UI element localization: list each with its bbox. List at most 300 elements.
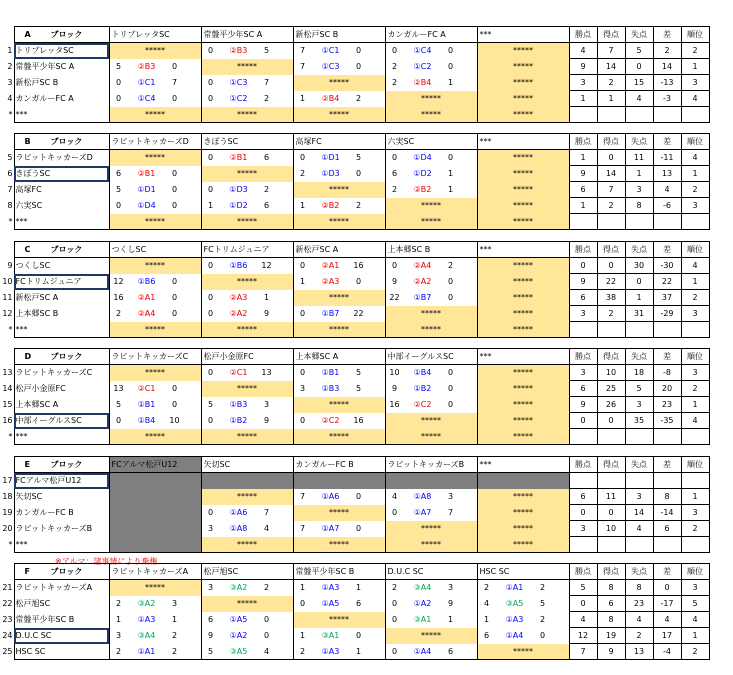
stat-value: 3 [681, 505, 709, 521]
self-match-cell: ***** [201, 322, 293, 338]
match-result [201, 505, 293, 521]
score-against: 4 [263, 524, 270, 533]
match-result [293, 274, 385, 290]
round-code: ②C2 [413, 400, 432, 409]
self-match-cell: ***** [293, 322, 385, 338]
score-for: 12 [113, 277, 124, 286]
score-for: 5 [115, 400, 122, 409]
score-against: 7 [171, 78, 178, 87]
match-result [293, 59, 385, 75]
match-result [477, 612, 569, 628]
round-code: ③A5 [229, 646, 248, 656]
score-against: 0 [355, 277, 362, 286]
score-for: 0 [115, 78, 122, 87]
score-for: 2 [299, 169, 306, 178]
self-match-cell: ***** [477, 59, 569, 75]
table-row [0, 644, 731, 660]
stat-header: 得点 [597, 349, 625, 365]
table-row [0, 413, 731, 429]
opponent-header: きぼうSC [201, 134, 293, 150]
match-result [385, 381, 477, 397]
row-number: * [8, 540, 13, 549]
score-for: 9 [391, 384, 398, 393]
score-for: 1 [483, 615, 490, 624]
match-result [201, 43, 293, 59]
self-match-cell: ***** [477, 521, 569, 537]
stat-value: 4 [653, 182, 681, 198]
score-against: 1 [171, 615, 178, 624]
score-for: 4 [483, 599, 490, 608]
score-against: 0 [447, 293, 454, 302]
stat-value: -29 [653, 306, 681, 322]
score-against: 6 [263, 201, 270, 210]
self-match-cell: ***** [477, 397, 569, 413]
self-match-cell: ***** [109, 580, 201, 596]
round-code: ③A1 [321, 631, 340, 640]
round-code: ①B7 [413, 293, 432, 302]
score-for: 0 [299, 309, 306, 318]
self-match-cell: ***** [109, 107, 201, 123]
row-number [0, 27, 14, 43]
round-code: ②A2 [229, 309, 248, 318]
row-number: 23 [2, 615, 13, 624]
stat-value: 2 [681, 290, 709, 306]
round-code: ①D4 [137, 201, 156, 210]
score-for: 0 [391, 46, 398, 56]
round-code: ②A4 [137, 309, 156, 318]
stat-value: 13 [625, 644, 653, 660]
stat-value: 0 [653, 580, 681, 596]
match-result [385, 505, 477, 521]
stat-header: 勝点 [569, 564, 597, 580]
match-result [385, 166, 477, 182]
team-name[interactable]: FCトリムジュニア [14, 274, 109, 290]
stat-value [597, 537, 625, 553]
stat-value: 14 [597, 59, 625, 75]
stat-header: 勝点 [569, 457, 597, 473]
score-against: 16 [353, 261, 364, 271]
team-name[interactable]: 松戸旭SC [14, 596, 109, 612]
stat-header: 差 [653, 27, 681, 43]
row-number: 24 [2, 631, 13, 640]
score-against: 0 [447, 384, 454, 393]
stat-value: 2 [681, 43, 709, 59]
round-code: ①C4 [413, 46, 432, 56]
stat-header: 得点 [597, 457, 625, 473]
score-for: 3 [207, 524, 214, 533]
team-name[interactable]: 上本郷SC A [14, 397, 109, 413]
score-for: 0 [207, 261, 214, 271]
match-result [293, 150, 385, 166]
stat-value: 15 [625, 75, 653, 91]
stat-value [681, 214, 709, 230]
match-result [201, 644, 293, 660]
stat-value [569, 322, 597, 338]
stat-header: 勝点 [569, 349, 597, 365]
score-for: 0 [299, 599, 306, 608]
self-match-cell: ***** [385, 628, 477, 644]
round-code: ①A3 [505, 615, 524, 624]
score-against: 0 [263, 615, 270, 624]
score-for: 1 [299, 277, 306, 286]
block-letter: D [24, 352, 32, 361]
stat-value: 14 [653, 59, 681, 75]
stat-value: -14 [653, 505, 681, 521]
round-code: ①A3 [137, 615, 156, 624]
team-name[interactable]: 六実SC [14, 198, 109, 214]
team-name[interactable]: トリプレッタSC [14, 43, 109, 59]
stat-value [625, 473, 653, 489]
match-result [109, 59, 201, 75]
opponent-header: ラビットキッカーズB [385, 457, 477, 473]
stat-value: 23 [625, 596, 653, 612]
score-for: 0 [391, 615, 398, 624]
score-against: 7 [263, 78, 270, 87]
team-name[interactable]: 常盤平少年SC A [14, 59, 109, 75]
self-match-cell: ***** [109, 429, 201, 445]
stat-value: 4 [681, 91, 709, 107]
stat-value: 3 [569, 521, 597, 537]
team-name[interactable]: *** [14, 322, 109, 338]
team-name[interactable]: 上本郷SC B [14, 306, 109, 322]
round-code: ①D4 [413, 153, 432, 163]
team-name[interactable]: 松戸小金原FC [14, 381, 109, 397]
match-result [385, 274, 477, 290]
stat-value: 0 [625, 274, 653, 290]
score-for: 2 [115, 646, 122, 656]
self-match-cell: ***** [109, 322, 201, 338]
score-for: 3 [207, 583, 214, 593]
opponent-header: 高塚FC [293, 134, 385, 150]
team-name[interactable]: きぼうSC [14, 166, 109, 182]
score-against: 2 [263, 185, 270, 194]
score-for: 0 [207, 94, 214, 103]
score-for: 9 [207, 631, 214, 640]
self-match-cell: ***** [201, 274, 293, 290]
score-against: 2 [355, 94, 362, 103]
stat-value [625, 322, 653, 338]
row-number: 13 [2, 368, 13, 377]
score-against: 0 [171, 277, 178, 286]
score-for: 1 [115, 615, 122, 624]
self-match-cell: ***** [201, 381, 293, 397]
block-word: ブロック [50, 352, 83, 361]
round-code: ②B4 [413, 78, 432, 87]
stat-value: 22 [597, 274, 625, 290]
round-code: ②A1 [137, 293, 156, 302]
round-code: ①B3 [321, 384, 340, 393]
row-number: 19 [2, 508, 13, 517]
score-against: 0 [355, 46, 362, 56]
row-number: 18 [2, 492, 13, 501]
stat-value: 10 [597, 365, 625, 381]
score-for: 0 [207, 309, 214, 318]
stat-value: 3 [625, 489, 653, 505]
stat-value: 1 [597, 91, 625, 107]
team-name[interactable]: カンガルーFC A [14, 91, 109, 107]
score-against: 0 [171, 309, 178, 318]
team-name[interactable]: 新松戸SC B [14, 75, 109, 91]
score-against: 2 [447, 261, 454, 271]
score-for: 7 [299, 524, 306, 533]
block-label [14, 27, 109, 43]
stat-value: 9 [569, 166, 597, 182]
table-row [0, 198, 731, 214]
score-against: 2 [355, 201, 362, 210]
stat-header: 得点 [597, 242, 625, 258]
self-match-cell: ***** [385, 413, 477, 429]
match-result [109, 274, 201, 290]
stat-value: 6 [569, 489, 597, 505]
row-number: 20 [2, 524, 13, 533]
score-against: 1 [355, 583, 362, 593]
team-name[interactable]: *** [14, 214, 109, 230]
score-against: 0 [447, 400, 454, 409]
self-match-cell: ***** [477, 290, 569, 306]
stat-value: 18 [625, 365, 653, 381]
score-for: 0 [299, 261, 306, 271]
self-match-cell: ***** [293, 429, 385, 445]
match-result [293, 521, 385, 537]
team-name[interactable]: FCアルマ松戸U12 [14, 473, 109, 489]
opponent-header: 上本郷SC B [385, 242, 477, 258]
score-against: 1 [263, 293, 270, 302]
score-for: 1 [299, 201, 306, 210]
stat-value: 7 [597, 182, 625, 198]
row-number: 9 [7, 261, 13, 270]
score-for: 2 [115, 599, 122, 608]
round-code: ①D3 [229, 185, 248, 194]
self-match-cell: ***** [385, 537, 477, 553]
block-letter: B [24, 137, 31, 146]
self-match-cell: ***** [477, 182, 569, 198]
self-match-cell: ***** [477, 166, 569, 182]
stat-value: -35 [653, 413, 681, 429]
stat-header: 差 [653, 349, 681, 365]
score-for: 16 [113, 293, 124, 302]
team-name[interactable]: つくしSC [14, 258, 109, 274]
score-against: 0 [355, 169, 362, 178]
match-result [201, 306, 293, 322]
match-result [385, 182, 477, 198]
score-against: 0 [447, 153, 454, 163]
stat-value: 25 [597, 381, 625, 397]
forfeit-cell [201, 473, 293, 489]
stat-value: 13 [653, 166, 681, 182]
block-label [14, 242, 109, 258]
opponent-header: *** [477, 349, 569, 365]
score-against: 3 [263, 400, 270, 409]
self-match-cell: ***** [477, 91, 569, 107]
stat-value: 4 [681, 150, 709, 166]
match-result [385, 290, 477, 306]
round-code: ①A6 [229, 508, 248, 517]
stat-header: 失点 [625, 27, 653, 43]
score-against: 0 [447, 277, 454, 286]
self-match-cell: ***** [477, 107, 569, 123]
stat-value: 5 [681, 596, 709, 612]
block-table [0, 456, 731, 553]
stat-value: 5 [569, 580, 597, 596]
round-code: ②C1 [137, 384, 156, 393]
score-against: 0 [355, 631, 362, 640]
score-against: 0 [171, 169, 178, 178]
stat-value: 1 [681, 274, 709, 290]
stat-header: 順位 [681, 564, 709, 580]
team-name[interactable]: 新松戸SC A [14, 290, 109, 306]
stat-value: 3 [681, 580, 709, 596]
header-row [0, 242, 731, 258]
table-row [0, 274, 731, 290]
team-name[interactable]: ラビットキッカーズB [14, 521, 109, 537]
stat-value [653, 107, 681, 123]
match-result [385, 596, 477, 612]
header-row [0, 27, 731, 43]
block-table [0, 26, 731, 123]
stat-value: 0 [597, 258, 625, 274]
match-result [109, 397, 201, 413]
table-row [0, 429, 731, 445]
match-result [109, 182, 201, 198]
stat-value [597, 429, 625, 445]
stat-header: 差 [653, 457, 681, 473]
team-name[interactable]: *** [14, 107, 109, 123]
stat-value: 0 [569, 258, 597, 274]
team-name[interactable]: ラビットキッカーズC [14, 365, 109, 381]
stat-value: 2 [597, 306, 625, 322]
team-name[interactable]: 中部イーグルスSC [14, 413, 109, 429]
round-code: ②C1 [229, 368, 248, 378]
opponent-header: *** [477, 242, 569, 258]
stat-header: 順位 [681, 27, 709, 43]
stat-header: 順位 [681, 134, 709, 150]
round-code: ①A5 [321, 599, 340, 608]
score-against: 6 [355, 599, 362, 608]
opponent-header: *** [477, 27, 569, 43]
forfeit-cell [385, 473, 477, 489]
score-for: 0 [207, 153, 214, 163]
stat-value: 4 [625, 612, 653, 628]
stat-value: 1 [681, 489, 709, 505]
round-code: ①B4 [137, 416, 156, 425]
team-name[interactable]: ラビットキッカーズD [14, 150, 109, 166]
match-result [385, 397, 477, 413]
stat-value: 0 [597, 505, 625, 521]
stat-header: 失点 [625, 349, 653, 365]
score-against: 5 [355, 153, 362, 163]
table-row [0, 59, 731, 75]
opponent-header: D.U.C SC [385, 564, 477, 580]
stat-value: 2 [681, 381, 709, 397]
score-for: 0 [115, 201, 122, 210]
team-name[interactable]: *** [14, 537, 109, 553]
row-number [0, 134, 14, 150]
score-against: 2 [263, 94, 270, 103]
score-against: 2 [539, 615, 546, 624]
self-match-cell: ***** [109, 365, 201, 381]
self-match-cell: ***** [201, 59, 293, 75]
match-result [109, 644, 201, 660]
self-match-cell: ***** [477, 306, 569, 322]
team-name[interactable]: カンガルーFC B [14, 505, 109, 521]
stat-header: 勝点 [569, 27, 597, 43]
round-code: ②B3 [137, 62, 156, 71]
self-match-cell: ***** [477, 365, 569, 381]
score-against: 1 [447, 78, 454, 87]
stat-value [653, 429, 681, 445]
table-row [0, 150, 731, 166]
stat-value [653, 214, 681, 230]
stat-value: 12 [569, 628, 597, 644]
stat-value: 2 [597, 75, 625, 91]
self-match-cell: ***** [293, 612, 385, 628]
opponent-header: 矢切SC [201, 457, 293, 473]
team-name[interactable]: 矢切SC [14, 489, 109, 505]
match-result [385, 75, 477, 91]
score-for: 2 [115, 309, 122, 318]
self-match-cell: ***** [477, 322, 569, 338]
row-number: 7 [7, 185, 13, 194]
stat-value [569, 537, 597, 553]
self-match-cell: ***** [477, 505, 569, 521]
round-code: ②B4 [321, 94, 340, 103]
round-code: ①D2 [229, 201, 248, 210]
stat-value: 6 [569, 381, 597, 397]
row-number: * [8, 432, 13, 441]
team-name[interactable]: D.U.C SC [14, 628, 109, 644]
block-d [0, 348, 733, 445]
stat-value [625, 214, 653, 230]
table-row [0, 107, 731, 123]
team-name[interactable]: 常盤平少年SC B [14, 612, 109, 628]
table-row [0, 75, 731, 91]
stat-value: 0 [569, 596, 597, 612]
opponent-header: つくしSC [109, 242, 201, 258]
team-name[interactable]: HSC SC [14, 644, 109, 660]
table-row [0, 596, 731, 612]
score-against: 0 [171, 400, 178, 409]
table-row [0, 91, 731, 107]
match-result [477, 628, 569, 644]
score-for: 1 [299, 583, 306, 593]
score-for: 7 [299, 46, 306, 56]
stat-value: 20 [653, 381, 681, 397]
stat-value [681, 322, 709, 338]
score-against: 16 [353, 416, 364, 425]
score-against: 12 [261, 261, 272, 271]
match-result [385, 150, 477, 166]
self-match-cell: ***** [201, 596, 293, 612]
stat-value: 4 [569, 43, 597, 59]
round-code: ①B7 [321, 309, 340, 318]
match-result [293, 381, 385, 397]
round-code: ③A2 [137, 599, 156, 608]
round-code: ①A3 [321, 583, 340, 593]
match-result [385, 258, 477, 274]
stat-value: 8 [653, 489, 681, 505]
score-for: 5 [115, 185, 122, 194]
stat-value [681, 473, 709, 489]
team-name[interactable]: *** [14, 429, 109, 445]
team-name[interactable]: 高塚FC [14, 182, 109, 198]
forfeit-cell [477, 473, 569, 489]
stat-value [653, 537, 681, 553]
self-match-cell: ***** [477, 214, 569, 230]
match-result [109, 381, 201, 397]
team-name[interactable]: ラビットキッカーズA [14, 580, 109, 596]
round-code: ①C1 [137, 78, 156, 87]
table-row [0, 473, 731, 489]
